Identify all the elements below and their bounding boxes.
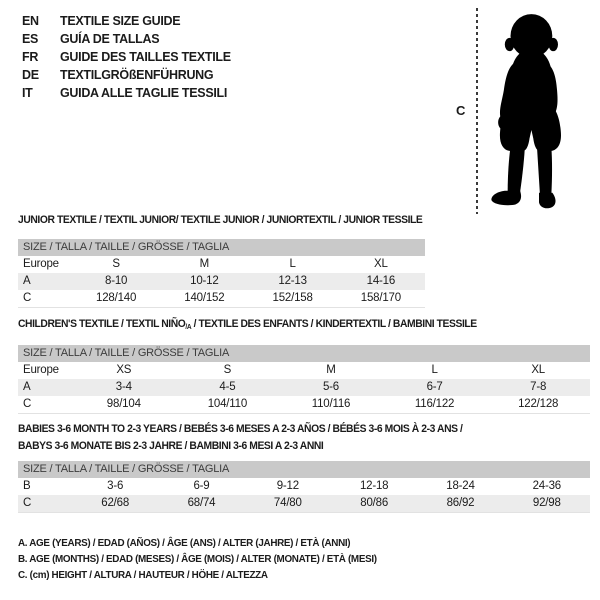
lang-row-it: [22, 84, 231, 102]
age-cell: 8-10: [105, 275, 128, 287]
table-row-height: [18, 396, 590, 413]
children-section-heading: CHILDREN'S TEXTILE / TEXTIL $NIÑO_{/A}$ / TEXTILE DES ENFANTS / KINDERTEXTIL / BAMBINI TESSILE: [18, 318, 477, 331]
height-cell: 140/152: [184, 292, 225, 304]
table-row-europe: [18, 362, 590, 379]
age-cell: 12-13: [278, 275, 307, 287]
height-cell: 92/98: [532, 497, 561, 509]
footnote-height-cm: C. (cm) HEIGHT / ALTURA / HAUTEUR / HÖHE / ALTEZZA: [18, 569, 268, 581]
footnote-age-years: A. AGE (YEARS) / EDAD (AÑOS) / ÂGE (ANS) / ALTER (JAHRE) / ETÀ (ANNI): [18, 537, 351, 549]
size-cell: M: [326, 364, 336, 376]
height-cell: 152/158: [272, 292, 313, 304]
height-dotted-line: [476, 8, 478, 214]
lang-row-en: [22, 12, 231, 30]
months-cell: 18-24: [446, 480, 475, 492]
row-label: A: [23, 275, 31, 287]
size-header-bar: SIZE / TALLA / TAILLE / GRÖSSE / TAGLIA: [18, 239, 425, 256]
table-row-age: [18, 273, 425, 290]
size-cell: XL: [531, 364, 545, 376]
babies-size-table: [18, 461, 590, 513]
lang-code: ES: [22, 32, 39, 46]
size-cell: S: [223, 364, 232, 376]
junior-size-table: [18, 239, 425, 308]
language-title-block: [22, 12, 231, 102]
babies-heading-line1: BABIES 3-6 MONTH TO 2-3 YEARS / BEBÉS 3-6 MESES A 2-3 AÑOS / BÉBÉS 3-6 MOIS À 2-3 ANS /: [18, 423, 463, 435]
height-cell: 104/110: [207, 398, 248, 410]
months-cell: 12-18: [359, 480, 389, 492]
age-cell: 10-12: [190, 275, 219, 287]
age-cell: 14-16: [366, 275, 396, 287]
table-row-height: [18, 495, 590, 512]
babies-section-heading: [18, 421, 463, 455]
legend-footnotes: [18, 535, 400, 583]
junior-section-heading: JUNIOR TEXTILE / TEXTIL JUNIOR/ TEXTILE JUNIOR / JUNIORTEXTIL / JUNIOR TESSILE: [18, 214, 423, 226]
row-label: Europe: [23, 258, 59, 270]
row-label: Europe: [23, 364, 59, 376]
months-cell: 6-9: [193, 480, 210, 492]
row-label: A: [23, 381, 31, 393]
height-cell: 62/68: [101, 497, 130, 509]
height-reference-figure: [452, 4, 594, 220]
age-cell: 5-6: [322, 381, 339, 393]
size-header-bar: SIZE / TALLA / TAILLE / GRÖSSE / TAGLIA: [18, 461, 590, 478]
height-cell: 128/140: [96, 292, 137, 304]
lang-row-fr: [22, 48, 231, 66]
height-measure-label: C: [456, 103, 466, 118]
heading-subscript: /A: [185, 324, 192, 331]
row-label: C: [23, 292, 32, 304]
guide-title-en: TEXTILE SIZE GUIDE: [60, 14, 181, 28]
row-label: B: [23, 480, 31, 492]
lang-code: EN: [22, 14, 39, 28]
lang-row-de: [22, 66, 231, 84]
size-cell: S: [112, 258, 120, 270]
guide-title-de: TEXTILGRÖßENFÜHRUNG: [60, 68, 214, 82]
babies-heading-line2: BABYS 3-6 MONATE BIS 2-3 JAHRE / BAMBINI 3-6 MESI A 2-3 ANNI: [18, 440, 324, 452]
table-row-age: [18, 379, 590, 396]
age-cell: 3-4: [115, 381, 132, 393]
lang-row-es: [22, 30, 231, 48]
months-cell: 9-12: [276, 480, 299, 492]
table-row-europe: [18, 256, 425, 273]
guide-title-it: GUIDA ALLE TAGLIE TESSILI: [60, 86, 228, 100]
height-cell: 68/74: [187, 497, 216, 509]
lang-code: DE: [22, 68, 39, 82]
height-cell: 74/80: [273, 497, 302, 509]
table-row-height: [18, 290, 425, 307]
lang-code: FR: [22, 50, 39, 64]
size-header-bar: SIZE / TALLA / TAILLE / GRÖSSE / TAGLIA: [18, 345, 590, 362]
age-cell: 6-7: [426, 381, 443, 393]
months-cell: 24-36: [532, 480, 562, 492]
age-cell: 7-8: [530, 381, 547, 393]
row-label: C: [23, 398, 32, 410]
months-cell: 3-6: [107, 480, 124, 492]
table-row-months: [18, 478, 590, 495]
size-cell: M: [199, 258, 210, 270]
height-cell: 122/128: [518, 398, 559, 410]
age-cell: 4-5: [219, 381, 236, 393]
size-cell: XL: [374, 258, 388, 270]
height-cell: 98/104: [106, 398, 141, 410]
size-cell: L: [431, 364, 438, 376]
row-label: C: [23, 497, 32, 509]
lang-code: IT: [22, 86, 33, 100]
children-size-table: [18, 345, 590, 414]
height-cell: 86/92: [446, 497, 475, 509]
height-cell: 116/122: [414, 398, 455, 410]
size-cell: XS: [116, 364, 132, 376]
footnote-age-months: B. AGE (MONTHS) / EDAD (MESES) / ÂGE (MOIS) / ALTER (MONATE) / ETÀ (MESI): [18, 553, 377, 565]
height-cell: 110/116: [311, 398, 351, 410]
guide-title-es: GUÍA DE TALLAS: [60, 32, 160, 46]
height-cell: 158/170: [360, 292, 401, 304]
toddler-silhouette-icon: [482, 8, 577, 214]
height-cell: 80/86: [360, 497, 389, 509]
size-cell: L: [289, 258, 296, 270]
guide-title-fr: GUIDE DES TAILLES TEXTILE: [60, 50, 231, 64]
